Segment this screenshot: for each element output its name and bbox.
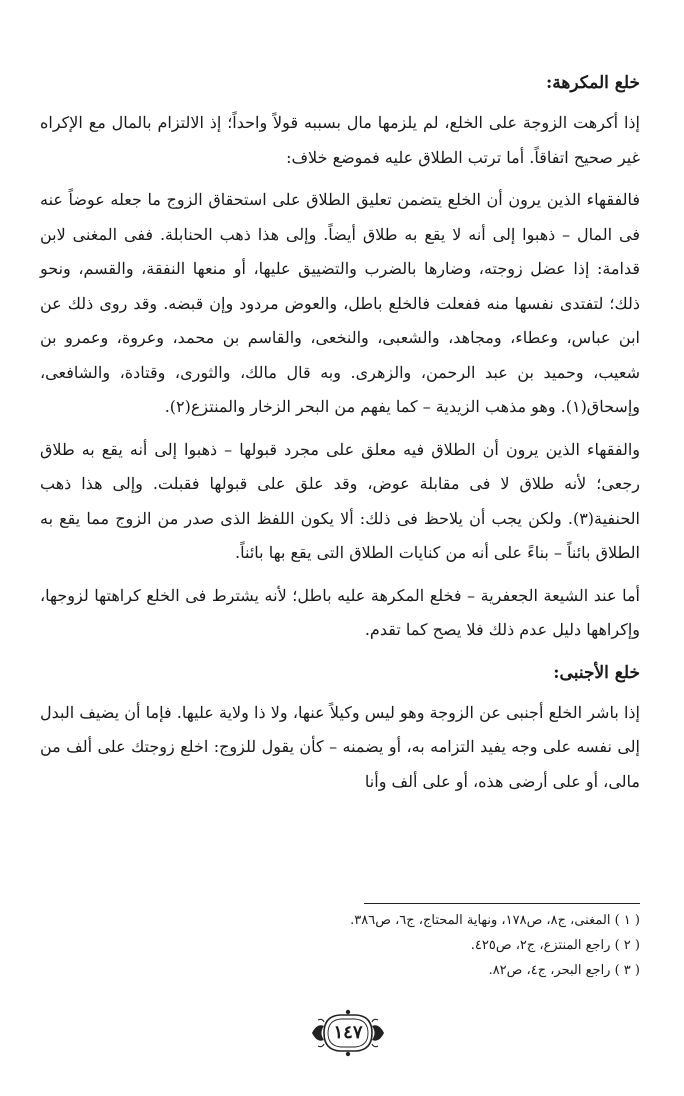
footnote: ( ١ ) المغنى، ج٨، ص١٧٨، ونهاية المحتاج، ج٦، ص٣٨٦. xyxy=(350,913,640,928)
paragraph: إذا أكرهت الزوجة على الخلع، لم يلزمها مال بسببه قولاً واحداً؛ إذ الالتزام بالمال مع الإكراه غير صحيح اتفاقاً. أما ترتب الطلاق عليه فموضع خلاف: xyxy=(40,113,640,167)
paragraph: والفقهاء الذين يرون أن الطلاق فيه معلق على مجرد قبولها – ذهبوا إلى أنه يقع به طلاق رجعى؛ لأنه طلاق لا فى مقابلة عوض، وقد علق على قبولها فقبلت. وإلى هذا ذهب الحنفية(٣). ولكن يجب أن يلاحظ فى ذلك: ألا يكون اللفظ الذى صدر من الزوج مما يقع به الطلاق بائناً – بناءً على أنه من كنايات الطلاق التى يقع بها بائناً. xyxy=(40,439,640,562)
section-heading-coerced-khul: خلع المكرهة: xyxy=(546,73,640,93)
footnotes xyxy=(260,908,640,983)
page-number: ١٤٧ xyxy=(333,1022,363,1043)
paragraph: إذا باشر الخلع أجنبى عن الزوجة وهو ليس وكيلاً عنها، ولا ذا ولاية عليها. فإما أن يضيف البدل إلى نفسه على وجه يفيد التزامه به، أو يضمنه – كأن يقول للزوج: اخلع زوجتك على ألف من مالى، أو على أرضى هذه، أو على ألف وأنا xyxy=(40,702,640,791)
footnote: ( ٢ ) راجع المنتزع، ج٢، ص٤٢٥. xyxy=(470,938,640,953)
main-text xyxy=(40,66,640,801)
footnote: ( ٣ ) راجع البحر، ج٤، ص٨٢. xyxy=(488,963,640,978)
paragraph: فالفقهاء الذين يرون أن الخلع يتضمن تعليق الطلاق على استحقاق الزوج ما جعله عوضاً عنه فى المال – ذهبوا إلى أنه لا يقع به طلاق أيضاً. وإلى هذا ذهب الحنابلة. ففى المغنى لابن قدامة: إذا عضل زوجته، وضارها بالضرب والتضييق عليها، أو منعها النفقة، والقسم، ونحو ذلك؛ لتفتدى نفسها منه ففعلت فالخلع باطل، والعوض مردود وإن قبضه. وقد روى ذلك عن ابن عباس، وعطاء، ومجاهد، والشعبى، والنخعى، والقاسم بن محمد، وعروة، وعمرو بن شعيب، وحميد بن عبد الرحمن، والزهرى. وبه قال مالك، والثورى، وقتادة، والشافعى، وإسحاق(١). وهو مذهب الزيدية – كما يفهم من البحر الزخار والمنتزع(٢). xyxy=(40,190,640,416)
paragraph: أما عند الشيعة الجعفرية – فخلع المكرهة عليه باطل؛ لأنه يشترط فى الخلع كراهتها لزوجها، وإكراهها دليل عدم ذلك فلا يصح كما تقدم. xyxy=(40,585,640,639)
footnote-divider xyxy=(364,903,640,904)
section-heading-foreigner-khul: خلع الأجنبى: xyxy=(553,662,640,683)
